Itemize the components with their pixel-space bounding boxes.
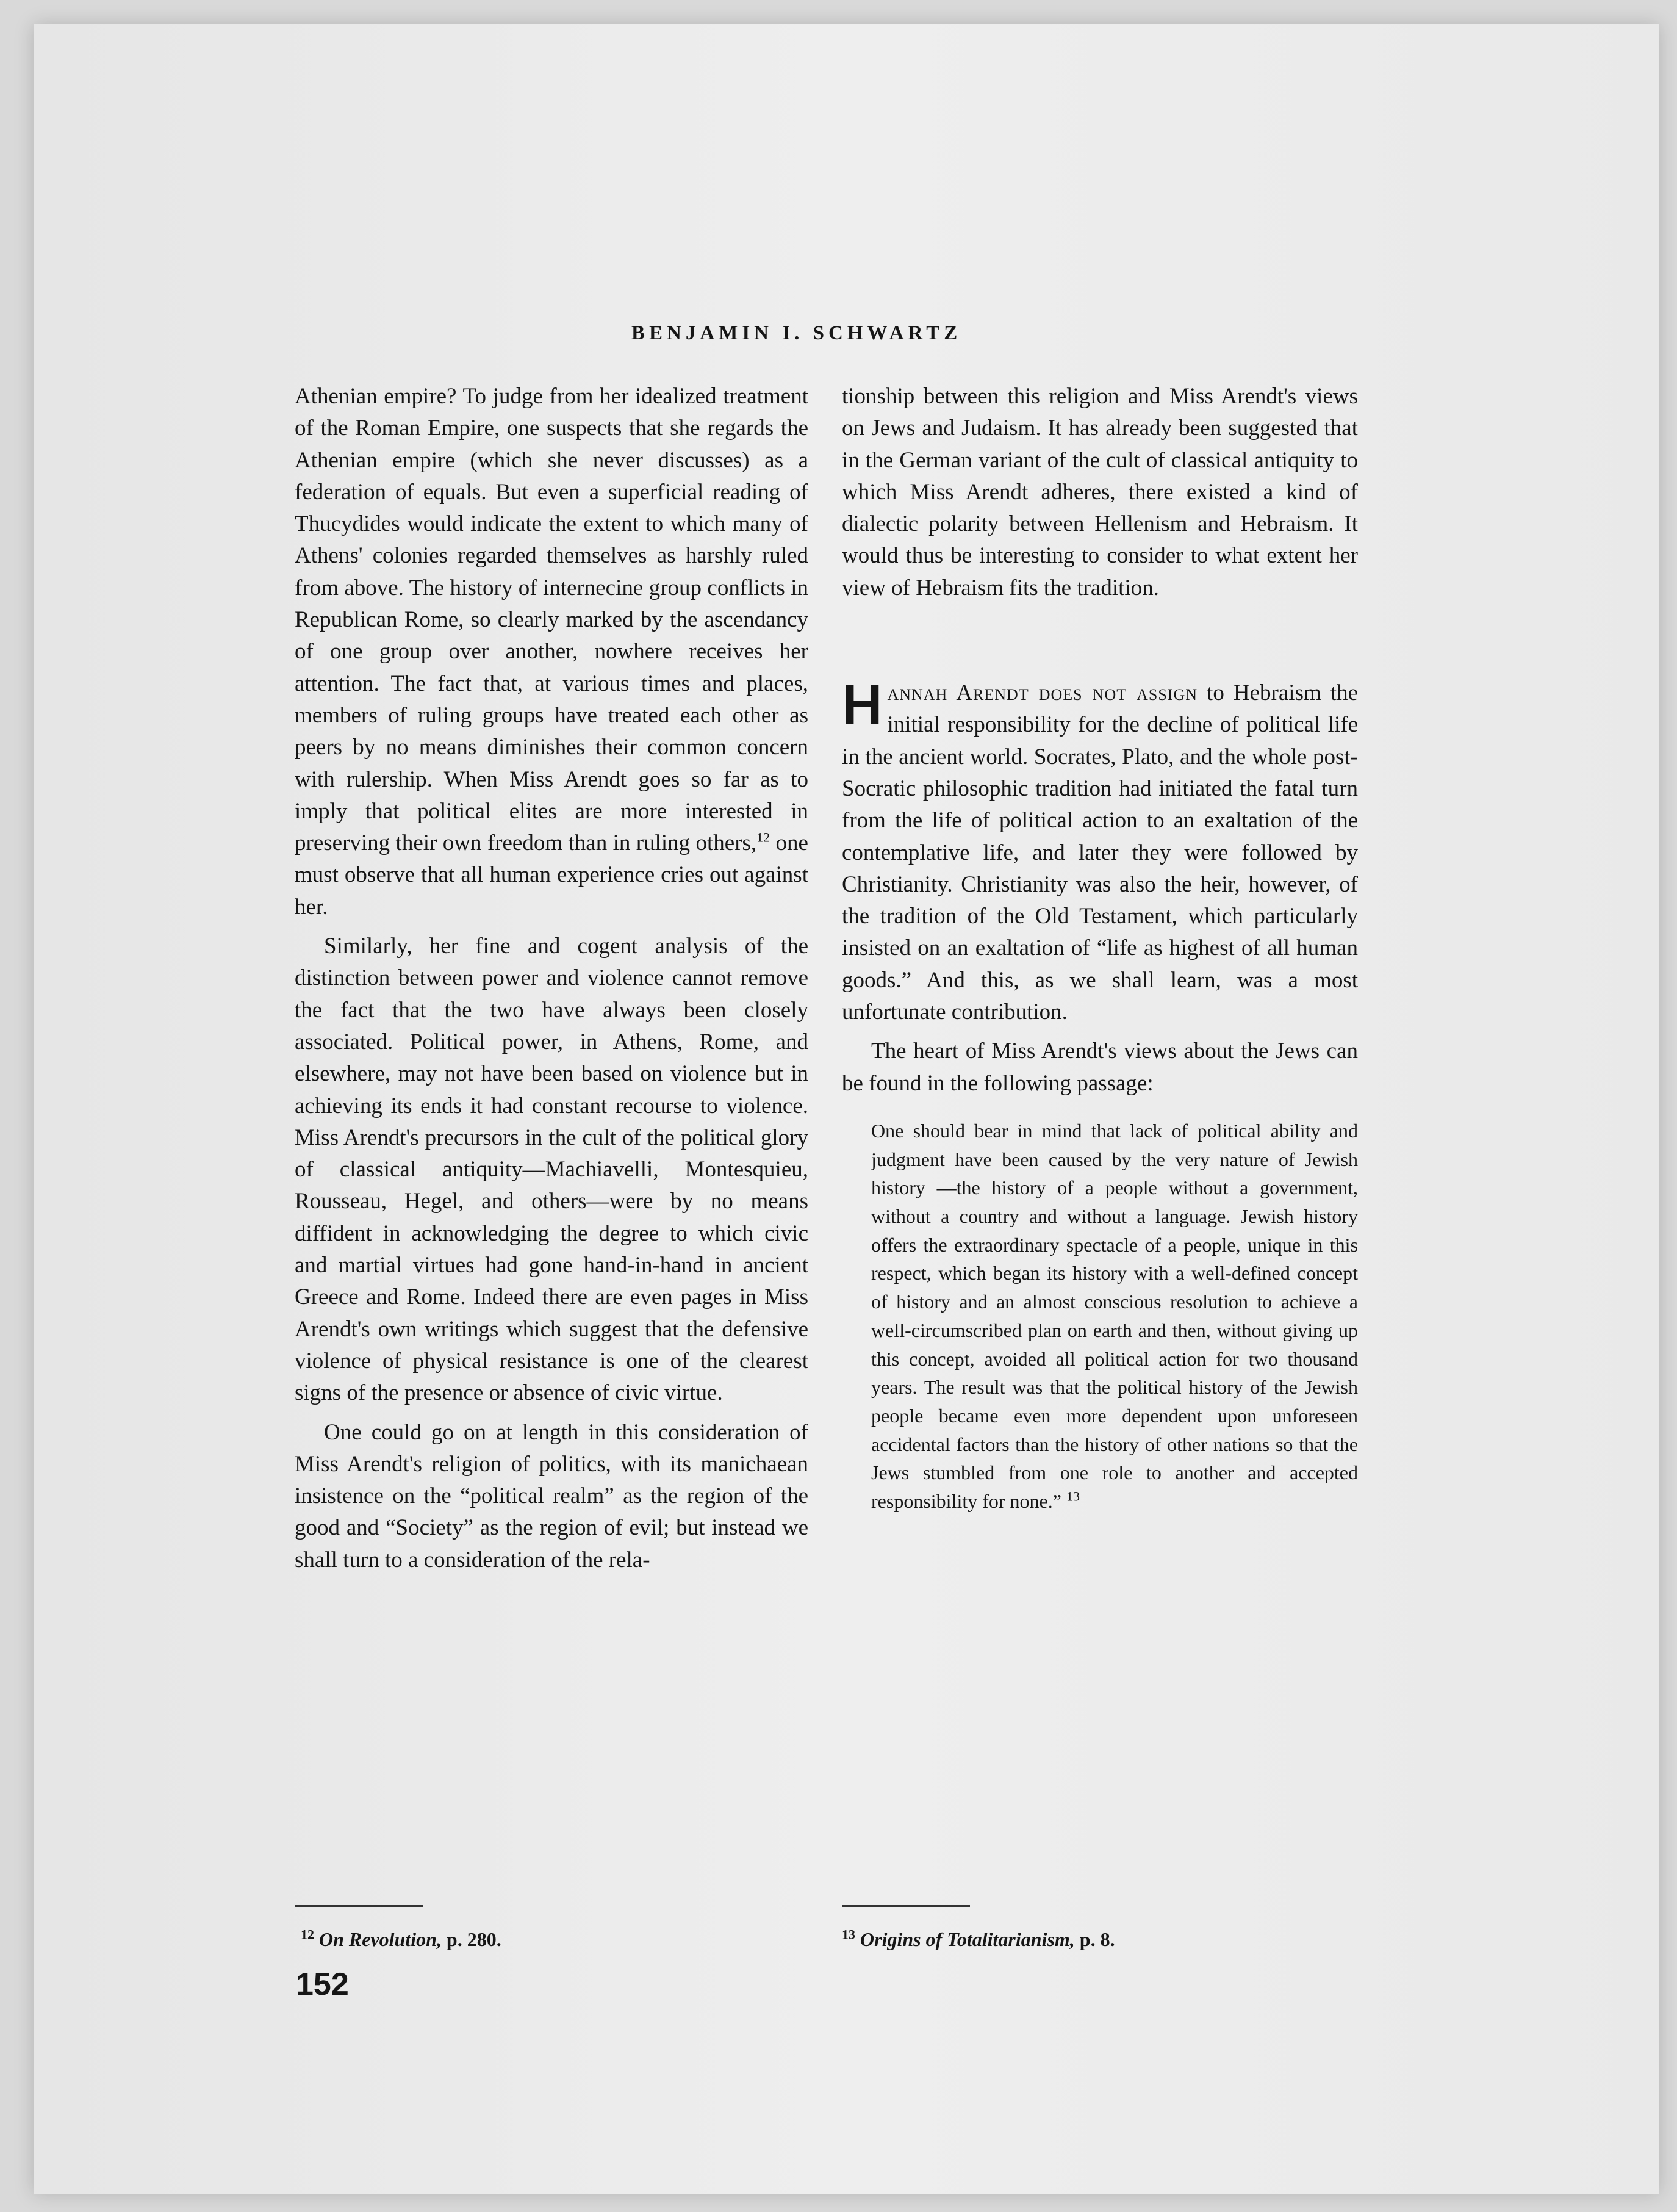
footnote-page: p. 280. [441, 1928, 501, 1950]
block-quote [871, 1117, 1358, 1516]
footnote-page: p. 8. [1074, 1928, 1115, 1950]
paragraph: The heart of Miss Arendt's views about the Jews can be found in the following passage: [842, 1039, 1358, 1096]
paragraph: Similarly, her fine and cogent analysis of the distinction between power and violence cannot remove the fact that the two have always been closely associated. Political power, in Athens, Rome, and elsewhere, may not have been based on violence but in achieving its ends it had constant recourse to violence. Miss Arendt's precursors in the cult of the political glory of classical antiquity—Machiavelli, Montesquieu, Rousseau, Hegel, and others—were by no means diffident in acknowledging the degree to which civic and martial virtues had gone hand-in-hand in ancient Greece and Rome. Indeed there are even pages in Miss Arendt's own writings which suggest that the defensive violence of physical resistance is one of the clearest signs of the presence or absence of civic virtue. [295, 934, 808, 1406]
page-number: 152 [296, 1967, 349, 2002]
small-caps-lead: annah Arendt does not assign [887, 680, 1198, 706]
footnote-12 [301, 1928, 501, 1951]
footnote-ref: 12 [756, 829, 770, 845]
footnote-number: 13 [842, 1926, 855, 1942]
footnote-ref: 13 [1066, 1488, 1080, 1504]
section-opening-paragraph [842, 674, 1358, 1028]
running-header: BENJAMIN I. SCHWARTZ [631, 322, 962, 344]
footnote-rule [295, 1905, 423, 1907]
footnote-13 [842, 1928, 1115, 1951]
drop-cap: H [842, 674, 883, 737]
paragraph-text: one must observe that all human experience cries out against her. [295, 830, 808, 920]
footnote-number: 12 [301, 1926, 314, 1942]
paragraph-text: Athenian empire? To judge from her idealized treatment of the Roman Empire, one suspects that she regards the Athenian empire (which she never discusses) as a federation of equals. But even a superficial reading of Thucydides would indicate the extent to which many of Athens' colonies regarded themselves as harshly ruled from above. The history of internecine group conflicts in Republican Rome, so clearly marked by the ascendancy of one group over another, nowhere receives her attention. The fact that, at various times and places, members of ruling groups have treated each other as peers by no means diminishes their common concern with rulership. When Miss Arendt goes so far as to imply that political elites are more interested in preserving their own freedom than in ruling others, [295, 384, 808, 856]
footnote-rule [842, 1905, 970, 1907]
left-column [295, 381, 808, 1576]
footnote-title: On Revolution, [319, 1928, 442, 1950]
footnote-title: Origins of Totalitarianism, [860, 1928, 1075, 1950]
paragraph-text: to Hebraism the initial responsibility for the decline of political life in the ancient world. Socrates, Plato, and the whole post-Socratic philosophic tradition had initiated the fatal turn from the life of political action to an exaltation of the contemplative life, and later they were followed by Christianity. Christianity was also the heir, however, of the tradition of the Old Testament, which particularly insisted on an exaltation of “life as highest of all human goods.” And this, as we shall learn, was a most unfortunate contribution. [842, 680, 1358, 1025]
paragraph: tionship between this religion and Miss Arendt's views on Jews and Judaism. It has already been suggested that in the German variant of the cult of classical antiquity to which Miss Arendt adheres, there existed a kind of dialectic polarity between Hellenism and Hebraism. It would thus be interesting to consider to what extent her view of Hebraism fits the tradition. [842, 384, 1358, 600]
quote-text: One should bear in mind that lack of political ability and judgment have been caused by the very nature of Jewish history —the history of a people without a government, without a country and without a language. Jewish history offers the extraordinary spectacle of a people, unique in this respect, which began its history with a well-defined concept of history and an almost conscious resolution to achieve a well-circumscribed plan on earth and then, without giving up this concept, avoided all political action for two thousand years. The result was that the political history of the Jewish people became even more dependent upon unforeseen accidental factors than the history of other nations so that the Jews stumbled from one role to another and accepted responsibility for none.” [871, 1119, 1358, 1513]
paragraph [295, 381, 808, 923]
right-column [842, 381, 1358, 1516]
section-break [842, 604, 1358, 677]
paragraph: One could go on at length in this consideration of Miss Arendt's religion of politics, with its manichaean insistence on the “political realm” as the region of the good and “Society” as the region of evil; but instead we shall turn to a consideration of the rela- [295, 1419, 808, 1573]
